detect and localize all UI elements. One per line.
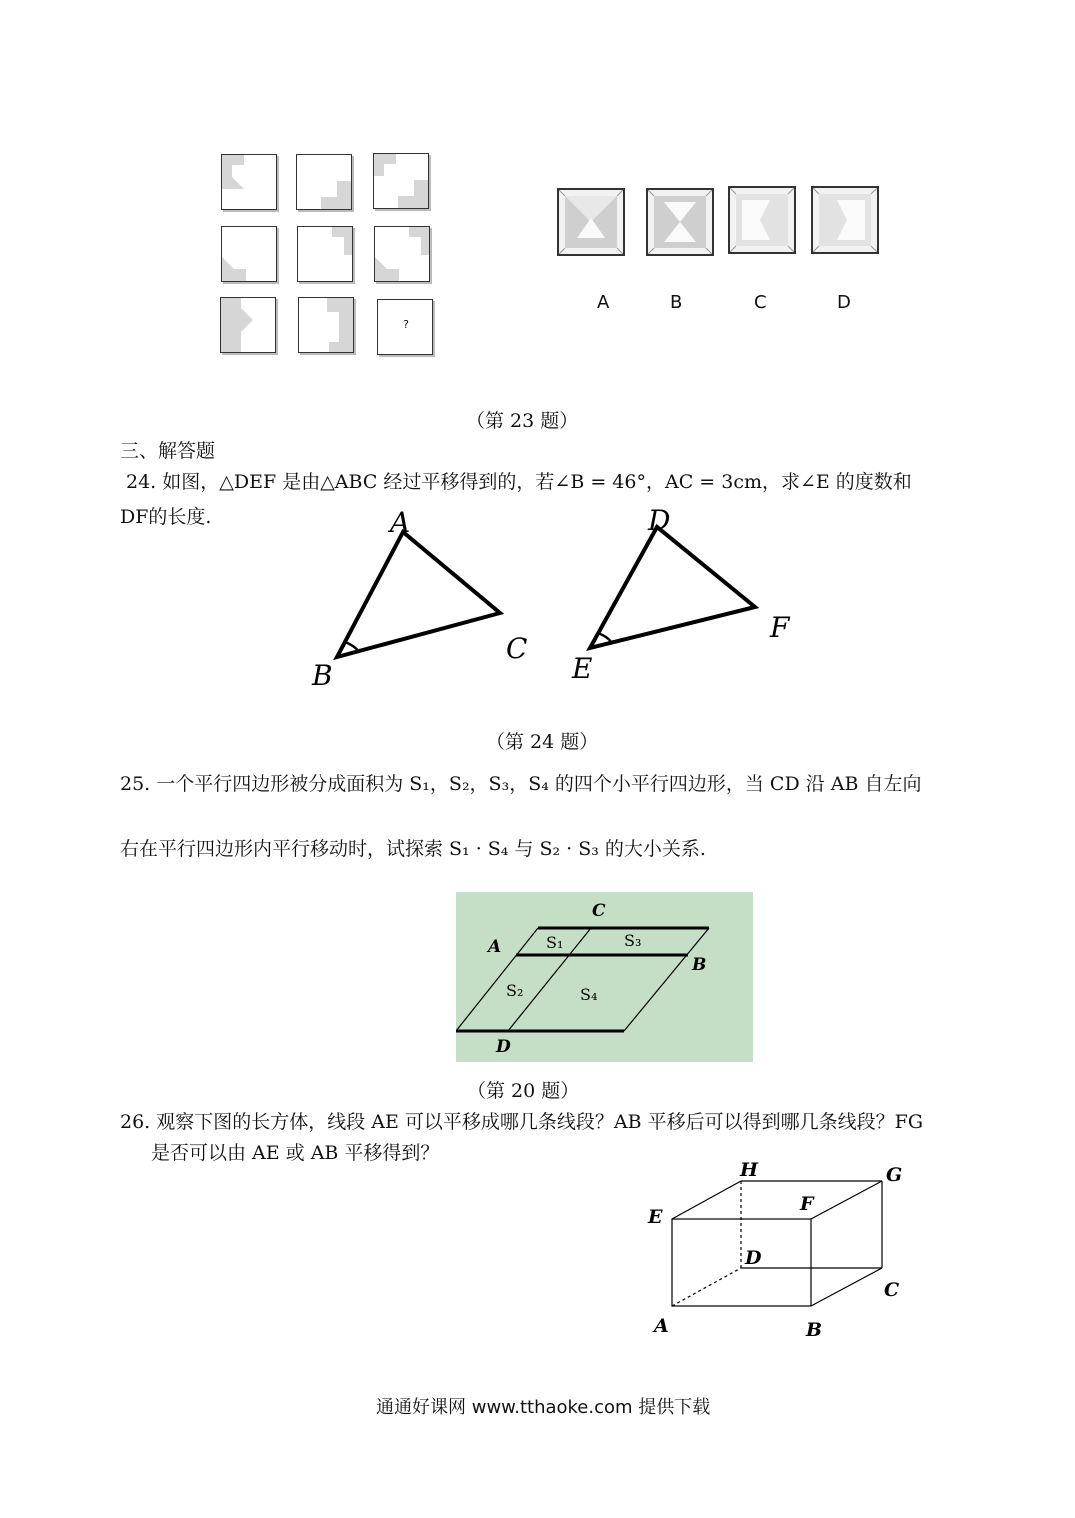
q25-figure-bg [456, 892, 753, 1062]
label-f: F [770, 611, 790, 644]
option-a-label: A [597, 292, 610, 313]
q24-text-line1: 24. 如图，△DEF 是由△ABC 经过平移得到的，若∠B = 46°，AC = 3cm，求∠E 的度数和 [126, 471, 912, 493]
q23-caption: （第 23 题） [466, 410, 579, 432]
label-s4: S₄ [580, 985, 598, 1004]
label-b: B [692, 955, 707, 975]
label-c: C [884, 1279, 900, 1301]
label-d: D [496, 1037, 511, 1057]
label-b: B [312, 659, 333, 692]
q25-text-line2: 右在平行四边形内平行移动时，试探索 S₁ · S₄ 与 S₂ · S₃ 的大小关系. [120, 838, 706, 860]
label-e: E [572, 652, 593, 685]
pattern-cell [297, 226, 353, 282]
pattern-cell [373, 153, 429, 209]
label-a: A [390, 506, 411, 539]
label-f: F [800, 1193, 814, 1215]
pattern-cell-question [377, 299, 433, 355]
triangle-abc [337, 532, 500, 657]
label-s1: S₁ [546, 933, 564, 952]
option-d-figure [811, 186, 879, 254]
angle-e-mark [598, 633, 611, 642]
label-b: B [806, 1319, 823, 1341]
label-s2: S₂ [506, 981, 524, 1000]
pattern-cell [296, 154, 352, 210]
label-h: H [740, 1159, 758, 1181]
option-b-figure [646, 188, 714, 256]
q25-caption: （第 20 题） [467, 1080, 580, 1102]
footer-credit: 通通好课网 www.tthaoke.com 提供下载 [376, 1397, 711, 1418]
q26-text-line1: 26. 观察下图的长方体，线段 AE 可以平移成哪几条线段？AB 平移后可以得到哪几条线段？FG [120, 1111, 924, 1133]
option-d-label: D [837, 292, 851, 313]
q24-text-line2: DF的长度. [120, 506, 212, 528]
pattern-cell [298, 297, 354, 353]
section-title: 三、解答题 [120, 440, 216, 462]
pattern-cell [220, 297, 276, 353]
q26-text-line2: 是否可以由 AE 或 AB 平移得到？ [151, 1142, 440, 1164]
q26-cuboid-figure [630, 1150, 920, 1350]
q25-text-line1: 25. 一个平行四边形被分成面积为 S₁，S₂，S₃，S₄ 的四个小平行四边形，当 CD 沿 AB 自左向 [120, 773, 922, 795]
triangle-def [590, 527, 755, 648]
option-c-label: C [754, 292, 767, 313]
pattern-cell [374, 226, 430, 282]
option-c-figure [728, 186, 796, 254]
label-s3: S₃ [624, 931, 642, 950]
label-a: A [488, 937, 502, 957]
q24-caption: （第 24 题） [486, 731, 599, 753]
q24-triangles-figure [300, 500, 820, 700]
q25-parallelogram-figure [456, 892, 753, 1062]
question-mark: ? [403, 318, 409, 331]
option-a-figure [557, 188, 625, 256]
angle-b-mark [345, 642, 358, 651]
option-b-label: B [670, 292, 683, 313]
pattern-cell [221, 226, 277, 282]
label-a: A [654, 1315, 669, 1337]
label-d: D [648, 504, 671, 537]
pattern-cell [221, 154, 277, 210]
label-d: D [745, 1247, 762, 1269]
label-g: G [886, 1164, 903, 1186]
label-e: E [648, 1206, 663, 1228]
label-c: C [592, 901, 606, 921]
label-c: C [506, 632, 528, 665]
